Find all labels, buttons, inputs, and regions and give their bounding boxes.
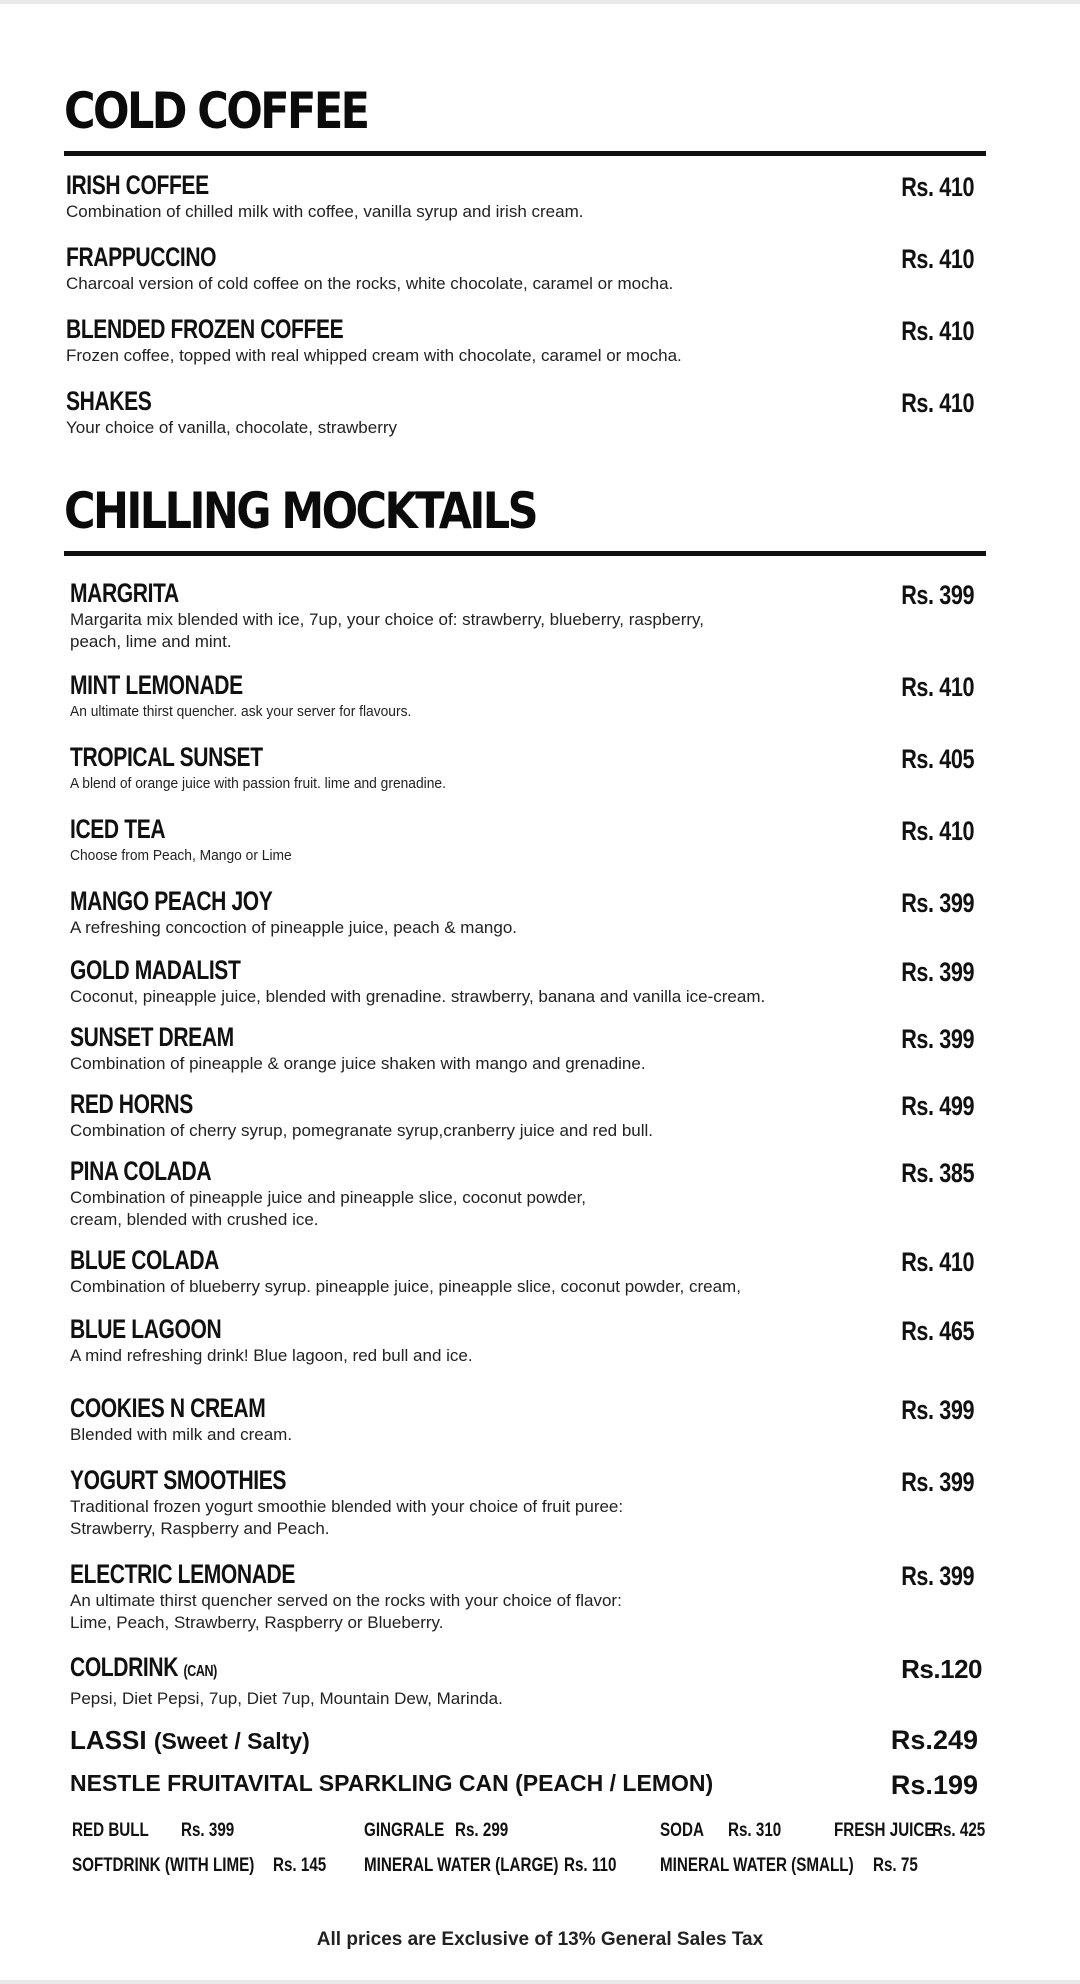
item-name-text: COLDRINK: [70, 1652, 179, 1682]
section-title-chilling-mocktails: CHILLING MOCKTAILS: [64, 482, 537, 540]
menu-item: [70, 578, 986, 653]
menu-item: [70, 1089, 986, 1142]
item-price: Rs. 410: [901, 388, 974, 418]
menu-item: [70, 1245, 986, 1298]
item-price: Rs. 410: [901, 816, 974, 846]
nestle-row: [70, 1770, 982, 1800]
nestle-label: NESTLE FRUITAVITAL SPARKLING CAN (PEACH / LEMON): [70, 1770, 714, 1796]
item-name: YOGURT SMOOTHIES: [70, 1465, 287, 1495]
extra-name: SOFTDRINK (WITH LIME): [72, 1855, 255, 1876]
item-description: Combination of blueberry syrup. pineapple juice, pineapple slice, coconut powder, cream,: [70, 1277, 741, 1296]
item-name: COOKIES N CREAM: [70, 1393, 266, 1423]
menu-item: [66, 242, 986, 295]
item-description: Combination of cherry syrup, pomegranate syrup,cranberry juice and red bull.: [70, 1121, 654, 1140]
section-rule-chilling-mocktails: [64, 551, 986, 556]
item-price: Rs. 399: [901, 580, 974, 610]
extra-price: Rs. 425: [932, 1820, 986, 1841]
item-price: Rs. 410: [901, 1247, 974, 1277]
item-name: BLENDED FROZEN COFFEE: [66, 314, 344, 344]
item-price: Rs. 410: [901, 172, 974, 202]
lassi-name: LASSI: [70, 1725, 147, 1755]
item-description: Combination of pineapple juice and pineapple slice, coconut powder, cream, blended with crushed ice.: [70, 1188, 587, 1229]
item-name: [70, 1652, 784, 1687]
item-description: Combination of pineapple & orange juice shaken with mango and grenadine.: [70, 1054, 646, 1073]
extra-price: Rs. 299: [455, 1820, 509, 1841]
section-rule-cold-coffee: [64, 151, 986, 156]
menu-item: [70, 1022, 986, 1075]
item-name: GOLD MADALIST: [70, 955, 241, 985]
tax-note: All prices are Exclusive of 13% General Sales Tax: [316, 1929, 764, 1950]
item-description: Pepsi, Diet Pepsi, 7up, Diet 7up, Mountain Dew, Marinda.: [70, 1689, 503, 1708]
item-description: Choose from Peach, Mango or Lime: [70, 847, 292, 864]
item-description: A blend of orange juice with passion fruit. lime and grenadine.: [70, 775, 446, 792]
item-name: IRISH COFFEE: [66, 170, 209, 200]
item-name: RED HORNS: [70, 1089, 193, 1119]
menu-item: [70, 814, 986, 867]
item-name: SHAKES: [66, 386, 152, 416]
menu-item: [70, 1465, 986, 1540]
lassi-variants: (Sweet / Salty): [153, 1728, 310, 1754]
menu-item: [70, 742, 986, 795]
item-name: MARGRITA: [70, 578, 179, 608]
item-description: Coconut, pineapple juice, blended with grenadine. strawberry, banana and vanilla ice-cream.: [70, 987, 766, 1006]
menu-item: [66, 314, 986, 367]
item-name: PINA COLADA: [70, 1156, 212, 1186]
menu-item: [66, 386, 986, 439]
extra-name: SODA: [660, 1820, 704, 1841]
item-price: Rs. 399: [901, 1024, 974, 1054]
item-description: An ultimate thirst quencher. ask your server for flavours.: [70, 703, 412, 720]
menu-item: [70, 1559, 986, 1634]
item-description: Margarita mix blended with ice, 7up, your choice of: strawberry, blueberry, raspberry, peach, lime and mint.: [70, 610, 704, 651]
item-name-suffix: (CAN): [183, 1663, 217, 1680]
item-price: Rs. 410: [901, 244, 974, 274]
item-name: SUNSET DREAM: [70, 1022, 234, 1052]
menu-item: [70, 1314, 986, 1367]
extra-name: RED BULL: [72, 1820, 149, 1841]
item-description: Traditional frozen yogurt smoothie blended with your choice of fruit puree: Strawberry, Raspberry and Peach.: [70, 1497, 624, 1538]
item-price: Rs. 385: [901, 1158, 974, 1188]
item-description: An ultimate thirst quencher served on the rocks with your choice of flavor: Lime, Peach, Strawberry, Raspberry or Blueberry.: [70, 1591, 622, 1632]
extra-price: Rs. 399: [181, 1820, 235, 1841]
extra-name: GINGRALE: [364, 1820, 445, 1841]
nestle-price: Rs.199: [890, 1770, 978, 1800]
extra-price: Rs. 310: [728, 1820, 782, 1841]
item-description: Your choice of vanilla, chocolate, strawberry: [66, 418, 398, 437]
section-title-cold-coffee: COLD COFFEE: [64, 82, 368, 140]
item-price: Rs. 399: [901, 957, 974, 987]
extra-name: FRESH JUICE: [834, 1820, 935, 1841]
item-description: Frozen coffee, topped with real whipped cream with chocolate, caramel or mocha.: [66, 346, 682, 365]
item-name: ICED TEA: [70, 814, 166, 844]
menu-item: [70, 1393, 986, 1446]
extra-name: MINERAL WATER (SMALL): [660, 1855, 854, 1876]
lassi-label: [70, 1725, 310, 1755]
extra-price: Rs. 145: [273, 1855, 327, 1876]
item-price: Rs. 399: [901, 1395, 974, 1425]
item-name: MINT LEMONADE: [70, 670, 243, 700]
menu-item: [70, 886, 986, 939]
item-price: Rs. 499: [901, 1091, 974, 1121]
item-price: Rs. 399: [901, 1561, 974, 1591]
item-name: MANGO PEACH JOY: [70, 886, 273, 916]
menu-item: [70, 1156, 986, 1231]
item-price: Rs. 465: [901, 1316, 974, 1346]
item-name: FRAPPUCCINO: [66, 242, 217, 272]
item-price: Rs.120: [901, 1654, 982, 1684]
lassi-row: [70, 1725, 982, 1756]
menu-item: [70, 1652, 986, 1710]
lassi-price: Rs.249: [890, 1725, 978, 1755]
item-price: Rs. 399: [901, 1467, 974, 1497]
item-price: Rs. 410: [901, 672, 974, 702]
item-name: TROPICAL SUNSET: [70, 742, 263, 772]
item-name: BLUE LAGOON: [70, 1314, 222, 1344]
menu-item: [70, 670, 986, 723]
item-description: Charcoal version of cold coffee on the rocks, white chocolate, caramel or mocha.: [66, 274, 674, 293]
item-description: A refreshing concoction of pineapple juice, peach & mango.: [70, 918, 518, 937]
item-description: Blended with milk and cream.: [70, 1425, 293, 1444]
menu-item: [70, 955, 986, 1008]
item-price: Rs. 399: [901, 888, 974, 918]
item-name: BLUE COLADA: [70, 1245, 219, 1275]
extra-name: MINERAL WATER (LARGE): [364, 1855, 559, 1876]
item-price: Rs. 410: [901, 316, 974, 346]
item-name: ELECTRIC LEMONADE: [70, 1559, 296, 1589]
extra-price: Rs. 75: [873, 1855, 918, 1876]
item-description: A mind refreshing drink! Blue lagoon, red bull and ice.: [70, 1346, 473, 1365]
item-description: Combination of chilled milk with coffee, vanilla syrup and irish cream.: [66, 202, 584, 221]
item-price: Rs. 405: [901, 744, 974, 774]
extra-price: Rs. 110: [564, 1855, 617, 1876]
menu-item: [66, 170, 986, 223]
bottom-border: [0, 1980, 1080, 1984]
